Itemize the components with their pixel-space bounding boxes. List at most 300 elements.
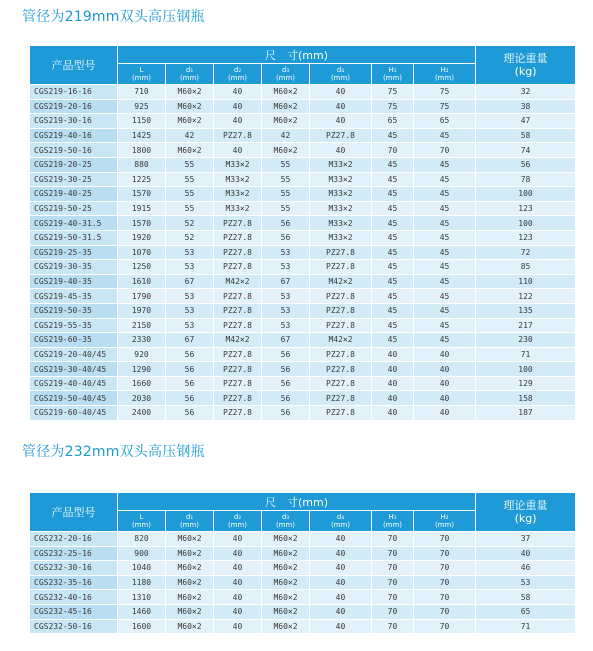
value-cell: 1570 <box>118 216 166 231</box>
value-cell: 70 <box>414 532 476 547</box>
header-col-name: d₁ <box>185 513 194 521</box>
header-dimensions: 尺 寸(mm) <box>118 46 476 64</box>
value-cell: 67 <box>262 275 310 290</box>
table-row <box>30 216 576 231</box>
table-row <box>30 231 576 246</box>
value-cell: 1800 <box>118 143 166 158</box>
value-cell: 67 <box>166 333 214 348</box>
table-row <box>30 605 576 620</box>
model-cell: CGS219-60-35 <box>30 333 118 348</box>
value-cell: 45 <box>372 246 414 261</box>
value-cell: 70 <box>372 605 414 620</box>
value-cell: 820 <box>118 532 166 547</box>
table-row <box>30 246 576 261</box>
value-cell: M42×2 <box>310 333 372 348</box>
model-cell: CGS232-35-16 <box>30 576 118 591</box>
value-cell: 72 <box>476 246 576 261</box>
value-cell: 40 <box>214 576 262 591</box>
model-cell: CGS219-50-35 <box>30 304 118 319</box>
value-cell: 45 <box>372 216 414 231</box>
value-cell: 45 <box>372 231 414 246</box>
header-col-name: H₂ <box>440 513 449 521</box>
value-cell: 123 <box>476 202 576 217</box>
value-cell: 40 <box>214 620 262 635</box>
value-cell: 53 <box>166 289 214 304</box>
value-cell: 53 <box>262 319 310 334</box>
model-cell: CGS232-45-16 <box>30 605 118 620</box>
value-cell: M60×2 <box>262 590 310 605</box>
header-col-6 <box>414 64 476 85</box>
value-cell: 53 <box>262 304 310 319</box>
value-cell: 45 <box>372 158 414 173</box>
value-cell: 56 <box>166 348 214 363</box>
header-col-1 <box>166 511 214 532</box>
header-col-unit: (mm) <box>330 74 351 82</box>
model-cell: CGS219-30-35 <box>30 260 118 275</box>
table-row <box>30 129 576 144</box>
model-cell: CGS232-50-16 <box>30 620 118 635</box>
header-col-4 <box>310 511 372 532</box>
value-cell: 40 <box>310 143 372 158</box>
value-cell: 40 <box>310 85 372 100</box>
value-cell: 42 <box>166 129 214 144</box>
value-cell: 40 <box>414 362 476 377</box>
section-title-219: 管径为219mm双头高压钢瓶 <box>22 9 205 25</box>
value-cell: PZ27.8 <box>214 377 262 392</box>
value-cell: 40 <box>310 114 372 129</box>
value-cell: 925 <box>118 100 166 115</box>
model-cell: CGS219-50-25 <box>30 202 118 217</box>
table-row <box>30 260 576 275</box>
model-cell: CGS232-40-16 <box>30 590 118 605</box>
value-cell: 53 <box>476 576 576 591</box>
value-cell: M60×2 <box>262 605 310 620</box>
value-cell: 45 <box>414 246 476 261</box>
value-cell: 55 <box>166 158 214 173</box>
value-cell: 45 <box>414 304 476 319</box>
value-cell: 40 <box>214 590 262 605</box>
value-cell: 40 <box>214 561 262 576</box>
model-cell: CGS219-60-40/45 <box>30 406 118 421</box>
value-cell: M33×2 <box>310 216 372 231</box>
value-cell: 70 <box>414 561 476 576</box>
model-cell: CGS219-40-16 <box>30 129 118 144</box>
table-row <box>30 114 576 129</box>
value-cell: 40 <box>414 348 476 363</box>
header-col-name: d₁ <box>185 66 194 74</box>
value-cell: PZ27.8 <box>310 319 372 334</box>
value-cell: 40 <box>414 391 476 406</box>
value-cell: 78 <box>476 173 576 188</box>
header-weight-line: (kg) <box>514 65 537 78</box>
value-cell: 45 <box>372 289 414 304</box>
value-cell: 45 <box>414 260 476 275</box>
value-cell: 1425 <box>118 129 166 144</box>
table-row <box>30 391 576 406</box>
value-cell: PZ27.8 <box>214 391 262 406</box>
value-cell: 40 <box>414 406 476 421</box>
table-row <box>30 348 576 363</box>
value-cell: PZ27.8 <box>214 289 262 304</box>
value-cell: M60×2 <box>262 114 310 129</box>
value-cell: 70 <box>414 547 476 562</box>
value-cell: 70 <box>372 547 414 562</box>
value-cell: 46 <box>476 561 576 576</box>
value-cell: 71 <box>476 620 576 635</box>
value-cell: 1180 <box>118 576 166 591</box>
header-col-2 <box>214 511 262 532</box>
header-col-4 <box>310 64 372 85</box>
value-cell: 110 <box>476 275 576 290</box>
value-cell: 1040 <box>118 561 166 576</box>
value-cell: 56 <box>166 362 214 377</box>
value-cell: M60×2 <box>166 561 214 576</box>
header-col-1 <box>166 64 214 85</box>
value-cell: PZ27.8 <box>310 377 372 392</box>
header-col-name: d₂ <box>233 513 242 521</box>
value-cell: 85 <box>476 260 576 275</box>
value-cell: 75 <box>372 100 414 115</box>
value-cell: 75 <box>414 100 476 115</box>
value-cell: 40 <box>310 620 372 635</box>
value-cell: PZ27.8 <box>214 260 262 275</box>
value-cell: 45 <box>414 173 476 188</box>
value-cell: M60×2 <box>262 100 310 115</box>
value-cell: M33×2 <box>214 158 262 173</box>
value-cell: 230 <box>476 333 576 348</box>
value-cell: 45 <box>372 173 414 188</box>
value-cell: 55 <box>166 187 214 202</box>
value-cell: 70 <box>372 576 414 591</box>
value-cell: 880 <box>118 158 166 173</box>
table-row <box>30 143 576 158</box>
value-cell: 40 <box>214 547 262 562</box>
value-cell: 45 <box>414 319 476 334</box>
value-cell: 123 <box>476 231 576 246</box>
value-cell: 55 <box>262 202 310 217</box>
value-cell: 1225 <box>118 173 166 188</box>
model-cell: CGS219-30-40/45 <box>30 362 118 377</box>
table-row <box>30 406 576 421</box>
header-col-name: H₂ <box>440 66 449 74</box>
value-cell: M60×2 <box>262 143 310 158</box>
section-title-232: 管径为232mm双头高压钢瓶 <box>22 444 205 460</box>
value-cell: M33×2 <box>214 173 262 188</box>
value-cell: 1290 <box>118 362 166 377</box>
value-cell: 1660 <box>118 377 166 392</box>
header-weight <box>476 493 576 532</box>
value-cell: 74 <box>476 143 576 158</box>
header-col-unit: (mm) <box>382 74 403 82</box>
header-col-name: d₃ <box>281 66 290 74</box>
table-row <box>30 289 576 304</box>
value-cell: 53 <box>166 319 214 334</box>
value-cell: M60×2 <box>262 532 310 547</box>
model-cell: CGS219-40-25 <box>30 187 118 202</box>
value-cell: 45 <box>372 260 414 275</box>
value-cell: 45 <box>414 289 476 304</box>
value-cell: 45 <box>372 275 414 290</box>
value-cell: 40 <box>414 377 476 392</box>
value-cell: 56 <box>262 348 310 363</box>
value-cell: 56 <box>166 377 214 392</box>
value-cell: 53 <box>166 260 214 275</box>
model-cell: CGS232-25-16 <box>30 547 118 562</box>
value-cell: M60×2 <box>262 85 310 100</box>
header-weight-line: (kg) <box>514 512 537 525</box>
value-cell: 1970 <box>118 304 166 319</box>
value-cell: 45 <box>414 216 476 231</box>
value-cell: 45 <box>372 333 414 348</box>
header-model: 产品型号 <box>30 493 118 532</box>
value-cell: M60×2 <box>262 620 310 635</box>
table-row <box>30 561 576 576</box>
header-col-name: d₂ <box>233 66 242 74</box>
value-cell: M33×2 <box>214 187 262 202</box>
value-cell: 40 <box>372 406 414 421</box>
header-col-2 <box>214 64 262 85</box>
table-row <box>30 576 576 591</box>
value-cell: 135 <box>476 304 576 319</box>
value-cell: 56 <box>262 231 310 246</box>
spec-table-232 <box>30 493 576 634</box>
header-col-name: H₁ <box>388 513 397 521</box>
model-cell: CGS219-50-40/45 <box>30 391 118 406</box>
value-cell: PZ27.8 <box>214 406 262 421</box>
value-cell: 45 <box>372 304 414 319</box>
value-cell: 2330 <box>118 333 166 348</box>
header-model: 产品型号 <box>30 46 118 85</box>
header-dimensions: 尺 寸(mm) <box>118 493 476 511</box>
value-cell: 40 <box>310 590 372 605</box>
table-row <box>30 377 576 392</box>
value-cell: 37 <box>476 532 576 547</box>
value-cell: PZ27.8 <box>214 348 262 363</box>
value-cell: 1570 <box>118 187 166 202</box>
header-col-unit: (mm) <box>227 521 248 529</box>
value-cell: M42×2 <box>214 333 262 348</box>
model-cell: CGS219-40-31.5 <box>30 216 118 231</box>
value-cell: 70 <box>372 620 414 635</box>
header-col-0 <box>118 511 166 532</box>
value-cell: 58 <box>476 129 576 144</box>
value-cell: 40 <box>310 547 372 562</box>
value-cell: 40 <box>310 605 372 620</box>
table-row <box>30 590 576 605</box>
value-cell: 45 <box>414 158 476 173</box>
value-cell: 70 <box>372 561 414 576</box>
value-cell: 67 <box>262 333 310 348</box>
value-cell: 67 <box>166 275 214 290</box>
table-row <box>30 202 576 217</box>
value-cell: 45 <box>414 202 476 217</box>
value-cell: 1790 <box>118 289 166 304</box>
header-col-unit: (mm) <box>275 521 296 529</box>
model-cell: CGS219-20-16 <box>30 100 118 115</box>
table-row <box>30 362 576 377</box>
header-col-name: L <box>139 66 144 74</box>
header-col-name: d₃ <box>281 513 290 521</box>
table-row <box>30 100 576 115</box>
model-cell: CGS232-20-16 <box>30 532 118 547</box>
header-col-5 <box>372 511 414 532</box>
value-cell: 38 <box>476 100 576 115</box>
value-cell: 70 <box>414 576 476 591</box>
value-cell: 40 <box>214 85 262 100</box>
model-cell: CGS219-30-25 <box>30 173 118 188</box>
table-row <box>30 319 576 334</box>
value-cell: 75 <box>414 85 476 100</box>
value-cell: 900 <box>118 547 166 562</box>
value-cell: 45 <box>372 202 414 217</box>
value-cell: PZ27.8 <box>214 304 262 319</box>
value-cell: 58 <box>476 590 576 605</box>
value-cell: 1150 <box>118 114 166 129</box>
value-cell: PZ27.8 <box>214 246 262 261</box>
value-cell: 100 <box>476 187 576 202</box>
value-cell: 45 <box>372 129 414 144</box>
header-col-unit: (mm) <box>131 74 152 82</box>
value-cell: 1610 <box>118 275 166 290</box>
value-cell: 71 <box>476 348 576 363</box>
value-cell: 1070 <box>118 246 166 261</box>
model-cell: CGS232-30-16 <box>30 561 118 576</box>
value-cell: 45 <box>372 187 414 202</box>
value-cell: PZ27.8 <box>310 289 372 304</box>
value-cell: 55 <box>166 202 214 217</box>
table-row <box>30 85 576 100</box>
value-cell: 1250 <box>118 260 166 275</box>
value-cell: 75 <box>372 85 414 100</box>
value-cell: PZ27.8 <box>310 348 372 363</box>
model-cell: CGS219-20-25 <box>30 158 118 173</box>
value-cell: M42×2 <box>214 275 262 290</box>
value-cell: 2400 <box>118 406 166 421</box>
value-cell: M33×2 <box>310 202 372 217</box>
value-cell: M42×2 <box>310 275 372 290</box>
model-cell: CGS219-25-35 <box>30 246 118 261</box>
value-cell: 45 <box>414 129 476 144</box>
header-col-unit: (mm) <box>275 74 296 82</box>
value-cell: 40 <box>310 576 372 591</box>
value-cell: PZ27.8 <box>214 216 262 231</box>
value-cell: PZ27.8 <box>310 362 372 377</box>
value-cell: 40 <box>310 100 372 115</box>
value-cell: 45 <box>414 231 476 246</box>
value-cell: 65 <box>372 114 414 129</box>
value-cell: 1920 <box>118 231 166 246</box>
value-cell: 1915 <box>118 202 166 217</box>
value-cell: 40 <box>476 547 576 562</box>
value-cell: 40 <box>214 143 262 158</box>
value-cell: 56 <box>262 377 310 392</box>
value-cell: 55 <box>262 173 310 188</box>
value-cell: PZ27.8 <box>214 231 262 246</box>
value-cell: 129 <box>476 377 576 392</box>
value-cell: 52 <box>166 231 214 246</box>
value-cell: PZ27.8 <box>310 391 372 406</box>
value-cell: 40 <box>372 377 414 392</box>
header-col-unit: (mm) <box>179 521 200 529</box>
value-cell: PZ27.8 <box>214 319 262 334</box>
value-cell: 45 <box>414 187 476 202</box>
table-row <box>30 304 576 319</box>
model-cell: CGS219-50-31.5 <box>30 231 118 246</box>
value-cell: 40 <box>214 605 262 620</box>
value-cell: 53 <box>262 246 310 261</box>
header-col-0 <box>118 64 166 85</box>
header-col-unit: (mm) <box>227 74 248 82</box>
value-cell: 187 <box>476 406 576 421</box>
value-cell: M60×2 <box>262 576 310 591</box>
header-weight-line: 理论重量 <box>503 499 548 512</box>
header-col-5 <box>372 64 414 85</box>
header-col-unit: (mm) <box>434 74 455 82</box>
value-cell: 53 <box>166 304 214 319</box>
value-cell: 158 <box>476 391 576 406</box>
header-col-name: L <box>139 513 144 521</box>
value-cell: 45 <box>372 319 414 334</box>
value-cell: 40 <box>372 362 414 377</box>
table-row <box>30 547 576 562</box>
value-cell: 100 <box>476 362 576 377</box>
value-cell: M60×2 <box>262 561 310 576</box>
value-cell: 42 <box>262 129 310 144</box>
table-row <box>30 532 576 547</box>
value-cell: 70 <box>414 143 476 158</box>
header-weight-line: 理论重量 <box>503 52 548 65</box>
value-cell: PZ27.8 <box>310 260 372 275</box>
value-cell: PZ27.8 <box>310 406 372 421</box>
value-cell: 2150 <box>118 319 166 334</box>
value-cell: 56 <box>476 158 576 173</box>
header-col-name: H₁ <box>388 66 397 74</box>
model-cell: CGS219-16-16 <box>30 85 118 100</box>
value-cell: 70 <box>414 605 476 620</box>
value-cell: M60×2 <box>166 100 214 115</box>
value-cell: 55 <box>262 158 310 173</box>
model-cell: CGS219-50-16 <box>30 143 118 158</box>
value-cell: 56 <box>166 391 214 406</box>
value-cell: 1310 <box>118 590 166 605</box>
value-cell: 55 <box>166 173 214 188</box>
value-cell: 40 <box>310 561 372 576</box>
value-cell: 47 <box>476 114 576 129</box>
value-cell: PZ27.8 <box>214 129 262 144</box>
table-row <box>30 187 576 202</box>
value-cell: PZ27.8 <box>310 246 372 261</box>
value-cell: 70 <box>414 620 476 635</box>
value-cell: 70 <box>372 143 414 158</box>
header-col-6 <box>414 511 476 532</box>
table-row <box>30 275 576 290</box>
value-cell: 56 <box>166 406 214 421</box>
value-cell: M60×2 <box>166 605 214 620</box>
value-cell: M60×2 <box>166 532 214 547</box>
value-cell: 53 <box>262 260 310 275</box>
value-cell: 45 <box>414 275 476 290</box>
value-cell: 217 <box>476 319 576 334</box>
value-cell: 40 <box>214 100 262 115</box>
value-cell: M60×2 <box>166 143 214 158</box>
value-cell: 40 <box>372 348 414 363</box>
table-row <box>30 620 576 635</box>
spec-table-219 <box>30 46 576 421</box>
value-cell: 710 <box>118 85 166 100</box>
table-row <box>30 333 576 348</box>
value-cell: M60×2 <box>262 547 310 562</box>
value-cell: M33×2 <box>310 231 372 246</box>
